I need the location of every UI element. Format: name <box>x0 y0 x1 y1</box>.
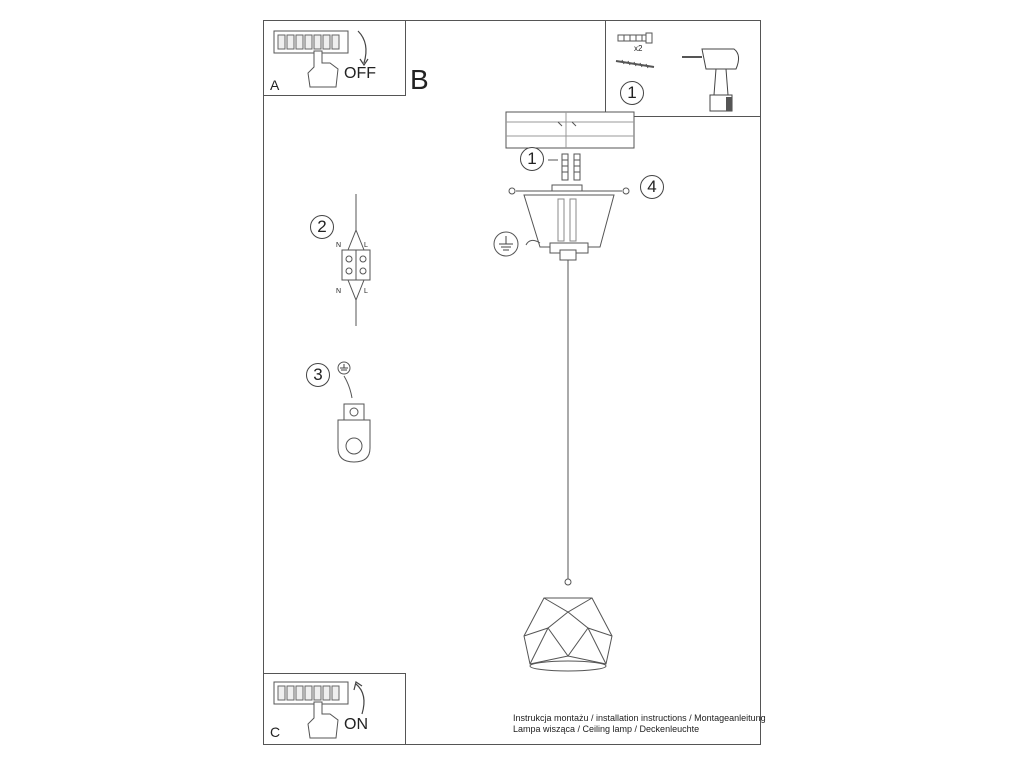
pendant-lamp-icon <box>508 250 628 690</box>
panel-c-power-on <box>263 673 406 745</box>
terminal-block-icon <box>336 190 376 330</box>
wiring-callout: 2 <box>310 215 334 239</box>
wire-n-top: N <box>336 242 342 249</box>
screw-icon <box>614 57 660 73</box>
switch-on-label: ON <box>344 716 368 733</box>
switch-off-arrow-icon <box>354 29 374 69</box>
caption-line-1: Instrukcja montażu / installation instructions / Montageanleitung <box>513 713 766 723</box>
step-c-label: C <box>270 724 281 740</box>
caption <box>513 713 766 735</box>
wire-l-bottom: L <box>364 288 368 295</box>
screws-callout: 4 <box>640 175 664 199</box>
step-b-label: B <box>410 64 429 95</box>
grounding-callout: 3 <box>306 363 330 387</box>
switch-off-label: OFF <box>344 65 376 82</box>
quantity-label: x2 <box>634 44 643 53</box>
anchors-callout: 1 <box>520 147 544 171</box>
ground-clamp-icon <box>330 358 390 468</box>
tools-panel <box>605 20 761 117</box>
anchor-bolts-icon <box>548 150 588 190</box>
wire-n-bottom: N <box>336 288 342 295</box>
hand-icon <box>308 51 338 87</box>
caption-line-2: Lampa wisząca / Ceiling lamp / Deckenleuchte <box>513 724 700 734</box>
panel-a-power-off <box>263 20 406 96</box>
switch-panel-icon <box>274 29 354 89</box>
wire-l-top: L <box>364 242 368 249</box>
switch-on-arrow-icon <box>352 680 372 720</box>
drill-icon <box>676 35 756 115</box>
switch-panel-icon <box>274 680 354 740</box>
hand-icon <box>308 702 338 738</box>
tools-step-number: 1 <box>620 81 644 105</box>
step-a-label: A <box>270 77 280 93</box>
